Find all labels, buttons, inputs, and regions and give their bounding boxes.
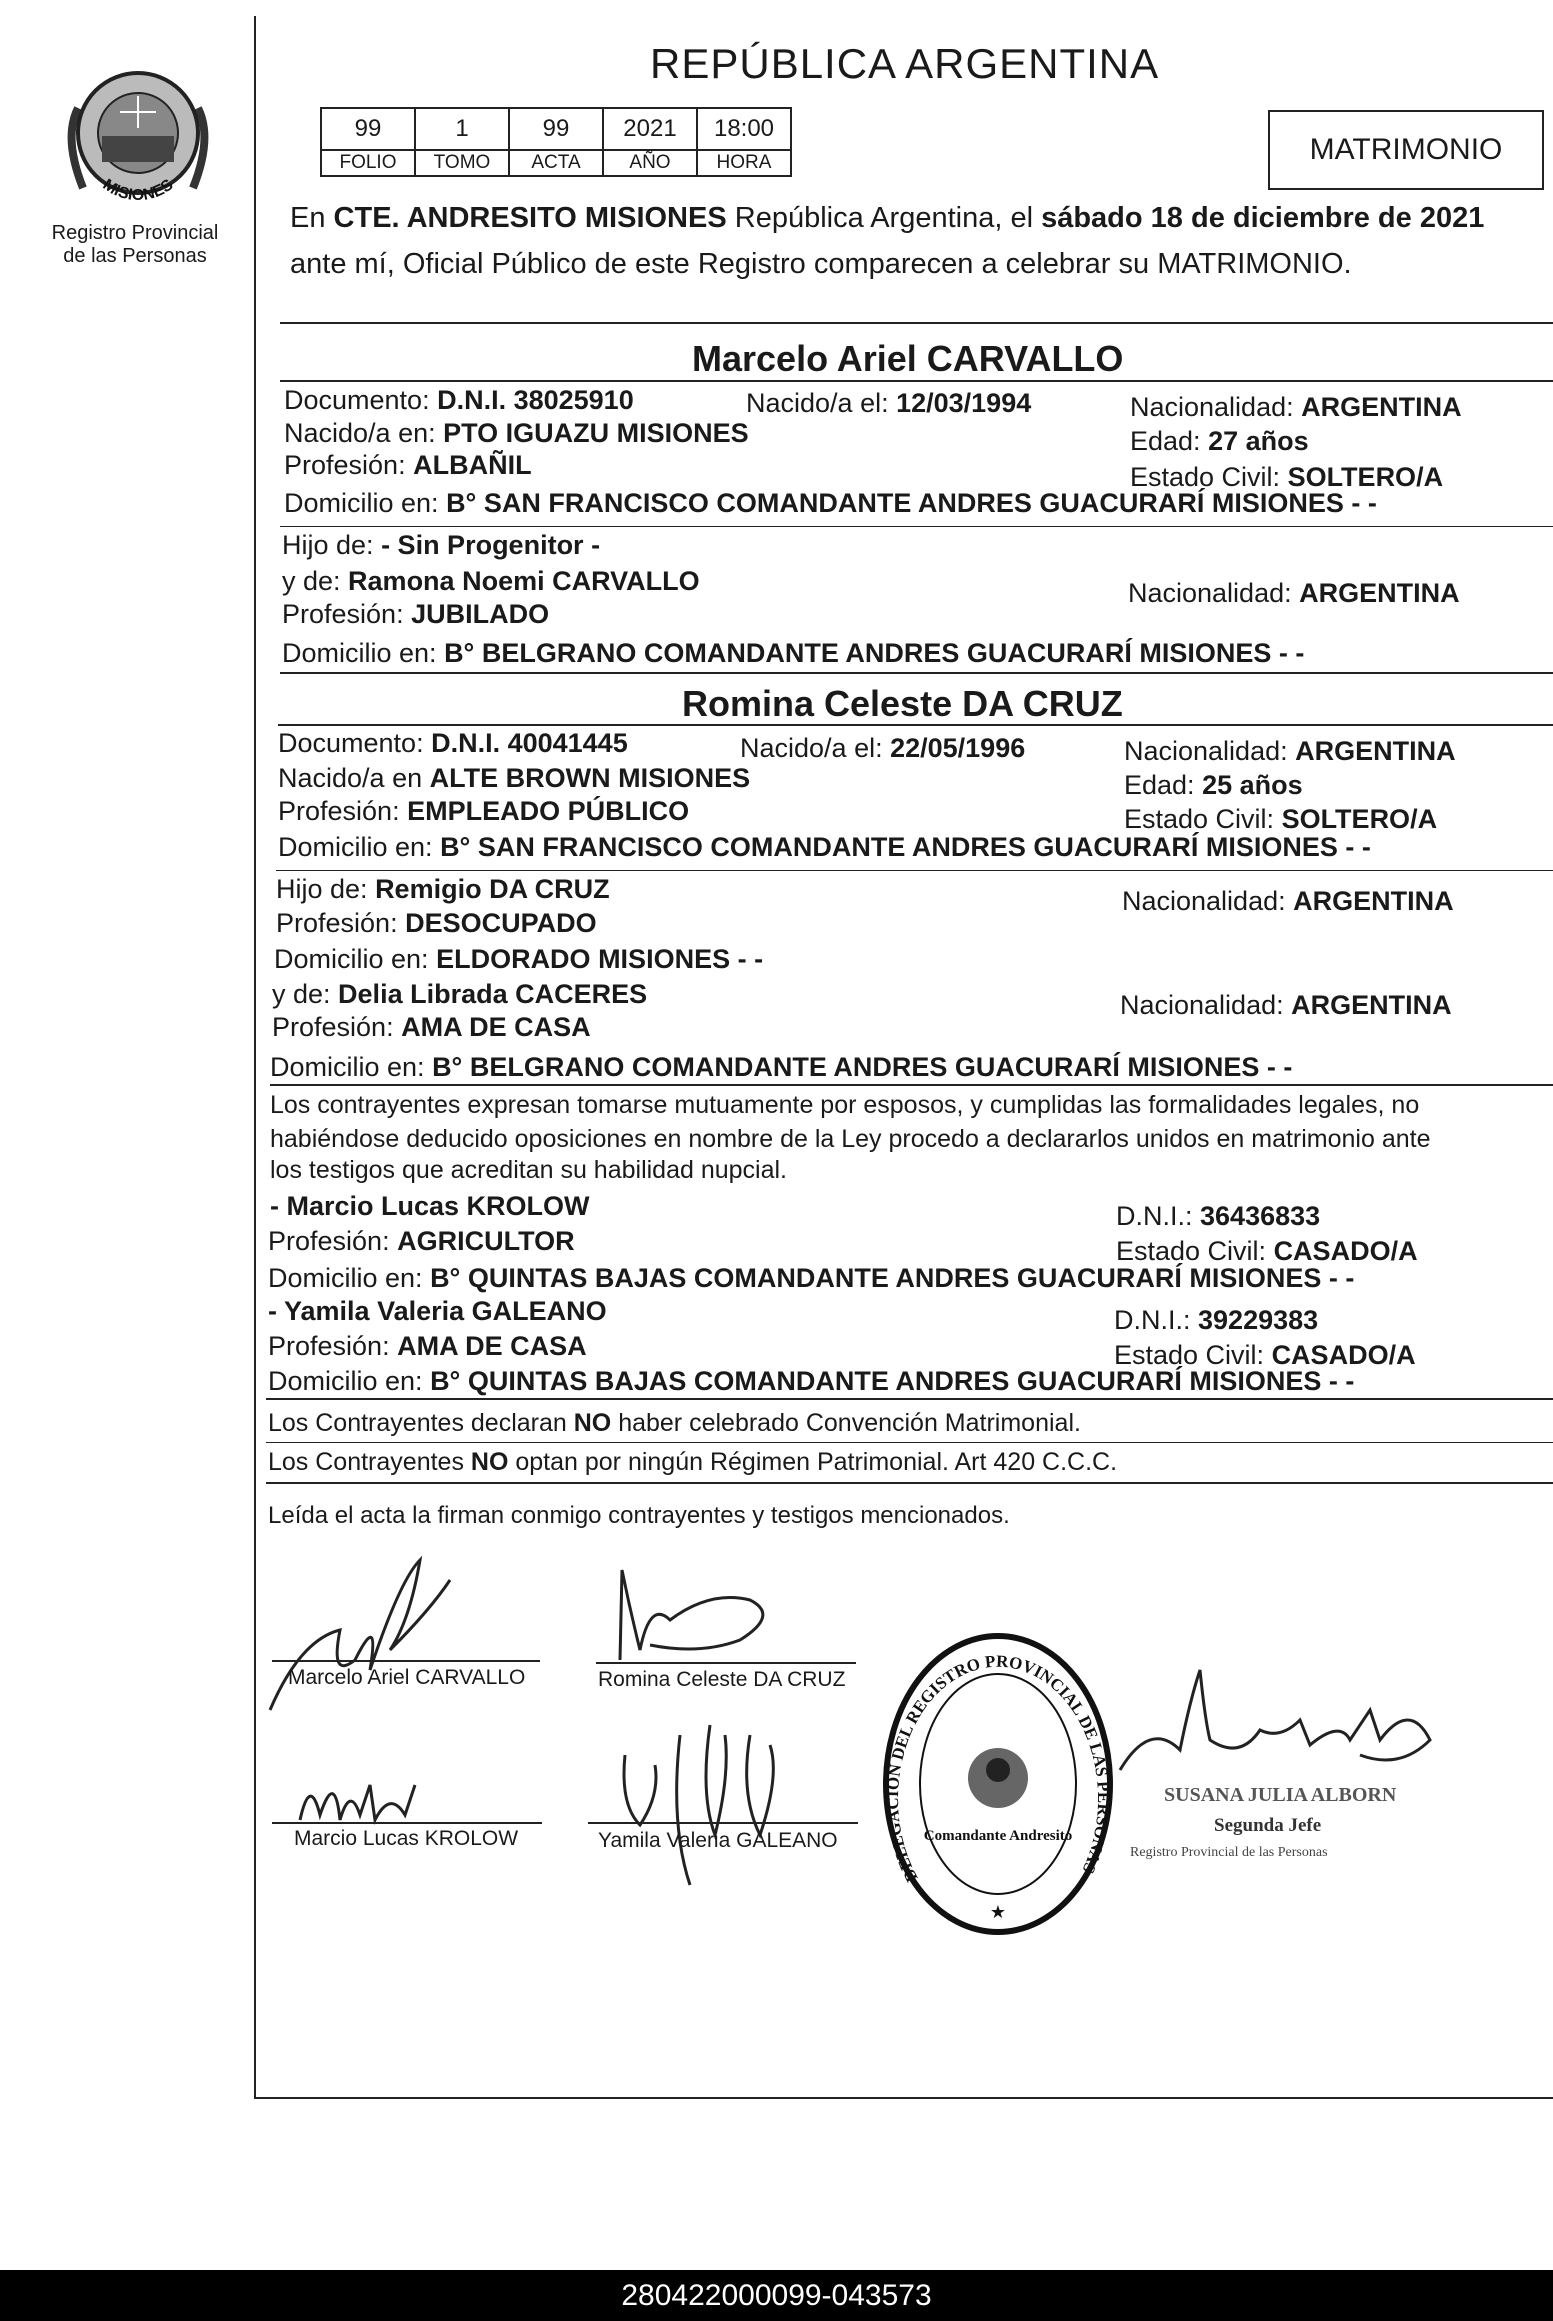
groom-document: Documento: D.N.I. 38025910 <box>284 385 634 415</box>
closing-statement: Leída el acta la firman conmigo contrayentes y testigos mencionados. <box>268 1502 1010 1529</box>
witness2-signature-line <box>588 1822 858 1824</box>
witness2-signature-caption: Yamila Valeria GALEANO <box>598 1829 838 1852</box>
bride-signature-drawing <box>590 1560 790 1670</box>
bride-signature-caption: Romina Celeste DA CRUZ <box>598 1668 846 1691</box>
stamp-ring-text: DELEGACION DEL REGISTRO PROVINCIAL DE LAS PERSONAS <box>882 1651 1114 1886</box>
star-icon: ★ <box>989 1902 1007 1922</box>
witness2-signature-drawing <box>600 1715 800 1895</box>
hour-label: HORA <box>697 150 791 176</box>
year-value: 2021 <box>603 108 697 150</box>
footer-code: 280422000099-043573 <box>621 2279 932 2312</box>
witness1-dni: D.N.I.: 36436833 <box>1116 1201 1321 1231</box>
stamp-center-text: Comandante Andresito <box>923 1828 1073 1844</box>
bride-birthdate: Nacido/a el: 22/05/1996 <box>740 733 1026 763</box>
witness1-profession: Profesión: AGRICULTOR <box>268 1226 575 1256</box>
divider <box>278 724 1553 726</box>
emblem-bottom-text: MISIONES <box>99 176 177 205</box>
declaration-line-2: habiéndose deducido oposiciones en nombre de la Ley procedo a declararlos unidos en matrimonio ante <box>270 1125 1431 1153</box>
intro-line-1: En CTE. ANDRESITO MISIONES República Argentina, el sábado 18 de diciembre de 2021 <box>290 202 1485 234</box>
witness1-signature-drawing <box>290 1765 450 1825</box>
tomo-label: TOMO <box>415 150 509 176</box>
groom-age: Edad: 27 años <box>1130 426 1309 456</box>
bride-name: Romina Celeste DA CRUZ <box>682 683 1123 724</box>
bride-father: Hijo de: Remigio DA CRUZ <box>276 874 610 904</box>
folio-value: 99 <box>321 108 415 150</box>
record-kind-box <box>1268 110 1544 190</box>
witness1-signature-caption: Marcio Lucas KROLOW <box>294 1827 519 1850</box>
groom-name: Marcelo Ariel CARVALLO <box>692 338 1124 379</box>
witness1-civil-status: Estado Civil: CASADO/A <box>1116 1236 1418 1266</box>
divider <box>266 1398 1553 1400</box>
bride-birthplace: Nacido/a en ALTE BROWN MISIONES <box>278 763 751 793</box>
footer-code-bar <box>0 2270 1553 2321</box>
groom-signature-caption: Marcelo Ariel CARVALLO <box>288 1666 526 1689</box>
divider <box>270 1084 1553 1086</box>
regime-statement: Los Contrayentes NO optan por ningún Régimen Patrimonial. Art 420 C.C.C. <box>268 1448 1118 1476</box>
divider <box>266 1482 1553 1484</box>
groom-nationality: Nacionalidad: ARGENTINA <box>1130 392 1462 422</box>
divider <box>280 380 1553 382</box>
groom-mother-address: Domicilio en: B° BELGRANO COMANDANTE ANDRES GUACURARÍ MISIONES - - <box>282 638 1305 668</box>
witness2-address: Domicilio en: B° QUINTAS BAJAS COMANDANTE ANDRES GUACURARÍ MISIONES - - <box>268 1366 1355 1396</box>
bride-father-profession: Profesión: DESOCUPADO <box>276 908 597 938</box>
intro-line-2: ante mí, Oficial Público de este Registro comparecen a celebrar su MATRIMONIO. <box>290 248 1352 280</box>
groom-profession: Profesión: ALBAÑIL <box>284 450 532 480</box>
groom-address: Domicilio en: B° SAN FRANCISCO COMANDANTE ANDRES GUACURARÍ MISIONES - - <box>284 488 1377 518</box>
bride-mother-nationality: Nacionalidad: ARGENTINA <box>1120 990 1452 1020</box>
witness2-dni: D.N.I.: 39229383 <box>1114 1305 1319 1335</box>
convention-statement: Los Contrayentes declaran NO haber celebrado Convención Matrimonial. <box>268 1409 1081 1437</box>
officer-name: SUSANA JULIA ALBORN <box>1164 1784 1397 1806</box>
bride-mother: y de: Delia Librada CACERES <box>272 979 648 1009</box>
bride-signature-line <box>596 1662 856 1664</box>
officer-title: Segunda Jefe <box>1214 1815 1322 1836</box>
groom-mother-nationality: Nacionalidad: ARGENTINA <box>1128 578 1460 608</box>
groom-birthplace: Nacido/a en: PTO IGUAZU MISIONES <box>284 418 749 448</box>
officer-signature-drawing <box>1110 1660 1440 1800</box>
divider <box>266 1442 1553 1443</box>
divider <box>280 526 1553 527</box>
intro-date: sábado 18 de diciembre de 2021 <box>1041 202 1485 234</box>
province-emblem <box>58 48 218 218</box>
groom-mother-profession: Profesión: JUBILADO <box>282 599 550 629</box>
record-kind: MATRIMONIO <box>1309 133 1503 166</box>
declaration-line-1: Los contrayentes expresan tomarse mutuamente por esposos, y cumplidas las formalidades legales, no <box>270 1091 1420 1119</box>
acta-label: ACTA <box>509 150 603 176</box>
bride-profession: Profesión: EMPLEADO PÚBLICO <box>278 796 690 826</box>
groom-birthdate: Nacido/a el: 12/03/1994 <box>746 388 1032 418</box>
hour-value: 18:00 <box>697 108 791 150</box>
witness1-address: Domicilio en: B° QUINTAS BAJAS COMANDANTE ANDRES GUACURARÍ MISIONES - - <box>268 1263 1355 1293</box>
logo-caption-line1: Registro Provincial <box>51 222 219 244</box>
year-label: AÑO <box>603 150 697 176</box>
bride-father-nationality: Nacionalidad: ARGENTINA <box>1122 886 1454 916</box>
witness2-name: - Yamila Valeria GALEANO <box>268 1296 607 1326</box>
record-meta-table <box>320 107 792 177</box>
bride-mother-address: Domicilio en: B° BELGRANO COMANDANTE ANDRES GUACURARÍ MISIONES - - <box>270 1052 1293 1082</box>
witness1-name: - Marcio Lucas KROLOW <box>270 1191 590 1221</box>
bride-age: Edad: 25 años <box>1124 770 1303 800</box>
bride-father-address: Domicilio en: ELDORADO MISIONES - - <box>274 944 764 974</box>
tomo-value: 1 <box>415 108 509 150</box>
divider <box>276 870 1553 871</box>
emblem-top-text <box>58 48 152 51</box>
logo-caption-line2: de las Personas <box>63 245 207 267</box>
bride-address: Domicilio en: B° SAN FRANCISCO COMANDANTE ANDRES GUACURARÍ MISIONES - - <box>278 832 1371 862</box>
officer-org: Registro Provincial de las Personas <box>1130 1845 1328 1860</box>
logo-caption <box>20 222 250 268</box>
bride-civil-status: Estado Civil: SOLTERO/A <box>1124 804 1438 834</box>
intro-place: CTE. ANDRESITO MISIONES <box>333 202 727 234</box>
groom-signature-line <box>272 1660 540 1662</box>
bride-mother-profession: Profesión: AMA DE CASA <box>272 1012 591 1042</box>
witness2-profession: Profesión: AMA DE CASA <box>268 1331 587 1361</box>
declaration-line-3: los testigos que acreditan su habilidad nupcial. <box>270 1156 788 1184</box>
official-stamp <box>878 1628 1118 1940</box>
divider <box>280 672 1553 674</box>
groom-signature-drawing <box>260 1540 480 1720</box>
groom-mother: y de: Ramona Noemi CARVALLO <box>282 566 700 596</box>
witness1-signature-line <box>272 1822 542 1824</box>
bride-nationality: Nacionalidad: ARGENTINA <box>1124 736 1456 766</box>
divider <box>280 322 1553 324</box>
groom-civil-status: Estado Civil: SOLTERO/A <box>1130 462 1444 492</box>
groom-father: Hijo de: - Sin Progenitor - <box>282 530 601 560</box>
folio-label: FOLIO <box>321 150 415 176</box>
acta-value: 99 <box>509 108 603 150</box>
bride-document: Documento: D.N.I. 40041445 <box>278 728 628 758</box>
country-title: REPÚBLICA ARGENTINA <box>650 40 1160 87</box>
witness2-civil-status: Estado Civil: CASADO/A <box>1114 1340 1416 1370</box>
